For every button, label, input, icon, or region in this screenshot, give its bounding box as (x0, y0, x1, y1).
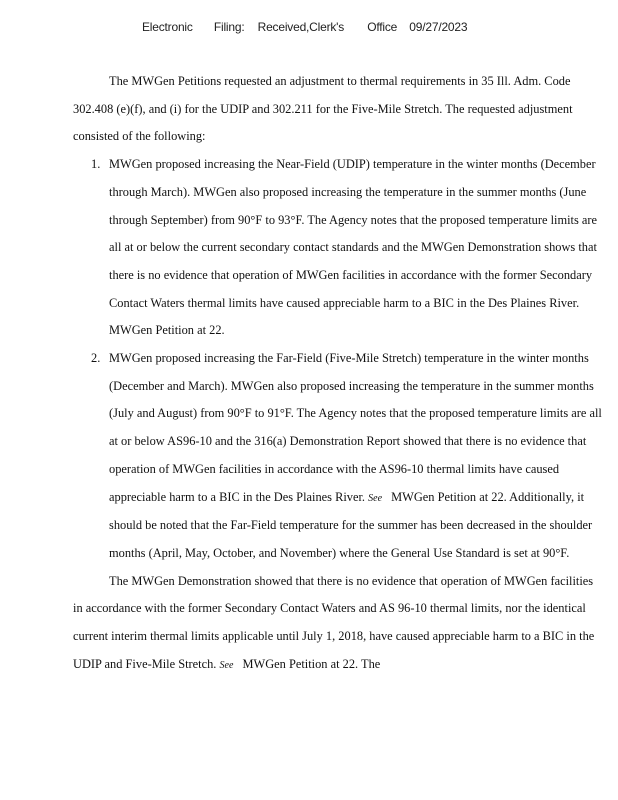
header-filing: Filing: (213, 20, 245, 34)
intro-paragraph: The MWGen Petitions requested an adjustment to thermal requirements in 35 Ill. Adm. Code 302.408 (e)(f), and (i) for the UDIP and 302.211 for the Five-Mile Stretch. The requested adjustment consisted of the following: (73, 74, 573, 144)
header-office: Office (367, 20, 398, 34)
list-item (73, 345, 603, 568)
adjustment-list (73, 151, 603, 568)
header-date: 09/27/2023 (409, 20, 468, 34)
list-item-number: 2. (91, 351, 101, 366)
closing-text: The MWGen Demonstration showed that there is no evidence that operation of MWGen facilities in accordance with the former Secondary Contact Waters and AS 96-10 thermal limits, nor the identical current interim thermal limits applicable until July 1, 2018, have caused appreciable harm to a BIC in the UDIP and Five-Mile Stretch. (73, 573, 595, 671)
filing-header (142, 20, 467, 34)
list-item-number: 1. (91, 157, 101, 172)
list-item-text: MWGen proposed increasing the Far-Field (Five-Mile Stretch) temperature in the winter months (December and March). MWGen also proposed increasing the temperature in the summer months (July and August) from 90°F to 91°F. The Agency notes that the proposed temperature limits are all at or below AS96-10 and the 316(a) Demonstration Report showed that there is no evidence that operation of MWGen facilities in accordance with the AS96-10 thermal limits have caused appreciable harm to a BIC in the Des Plaines River. (109, 351, 602, 504)
list-item-text-continued: MWGen Petition at 22. Additionally, it should be noted that the Far-Field temperature for the summer has been decreased in the shoulder months (April, May, October, and November) where the General Use Standard is set at 90°F. (109, 489, 593, 560)
citation-signal: See (219, 659, 234, 671)
closing-paragraph (73, 568, 603, 680)
list-item-text: MWGen proposed increasing the Near-Field (UDIP) temperature in the winter months (December through March). MWGen also proposed increasing the temperature in the summer months (June through September) from 90°F to 93°F. The Agency notes that the proposed temperature limits are all at or below the current secondary contact standards and the MWGen Demonstration shows that there is no evidence that operation of MWGen facilities in accordance with the former Secondary Contact Waters thermal limits have caused appreciable harm to a BIC in the Des Plaines River. MWGen Petition at 22. (109, 157, 598, 338)
header-received: Received,Clerk's (257, 20, 345, 34)
document-body (73, 68, 603, 679)
citation-signal: See (368, 492, 383, 504)
header-electronic: Electronic (142, 20, 193, 34)
closing-text-continued: MWGen Petition at 22. The (242, 656, 381, 671)
list-item (73, 151, 603, 345)
